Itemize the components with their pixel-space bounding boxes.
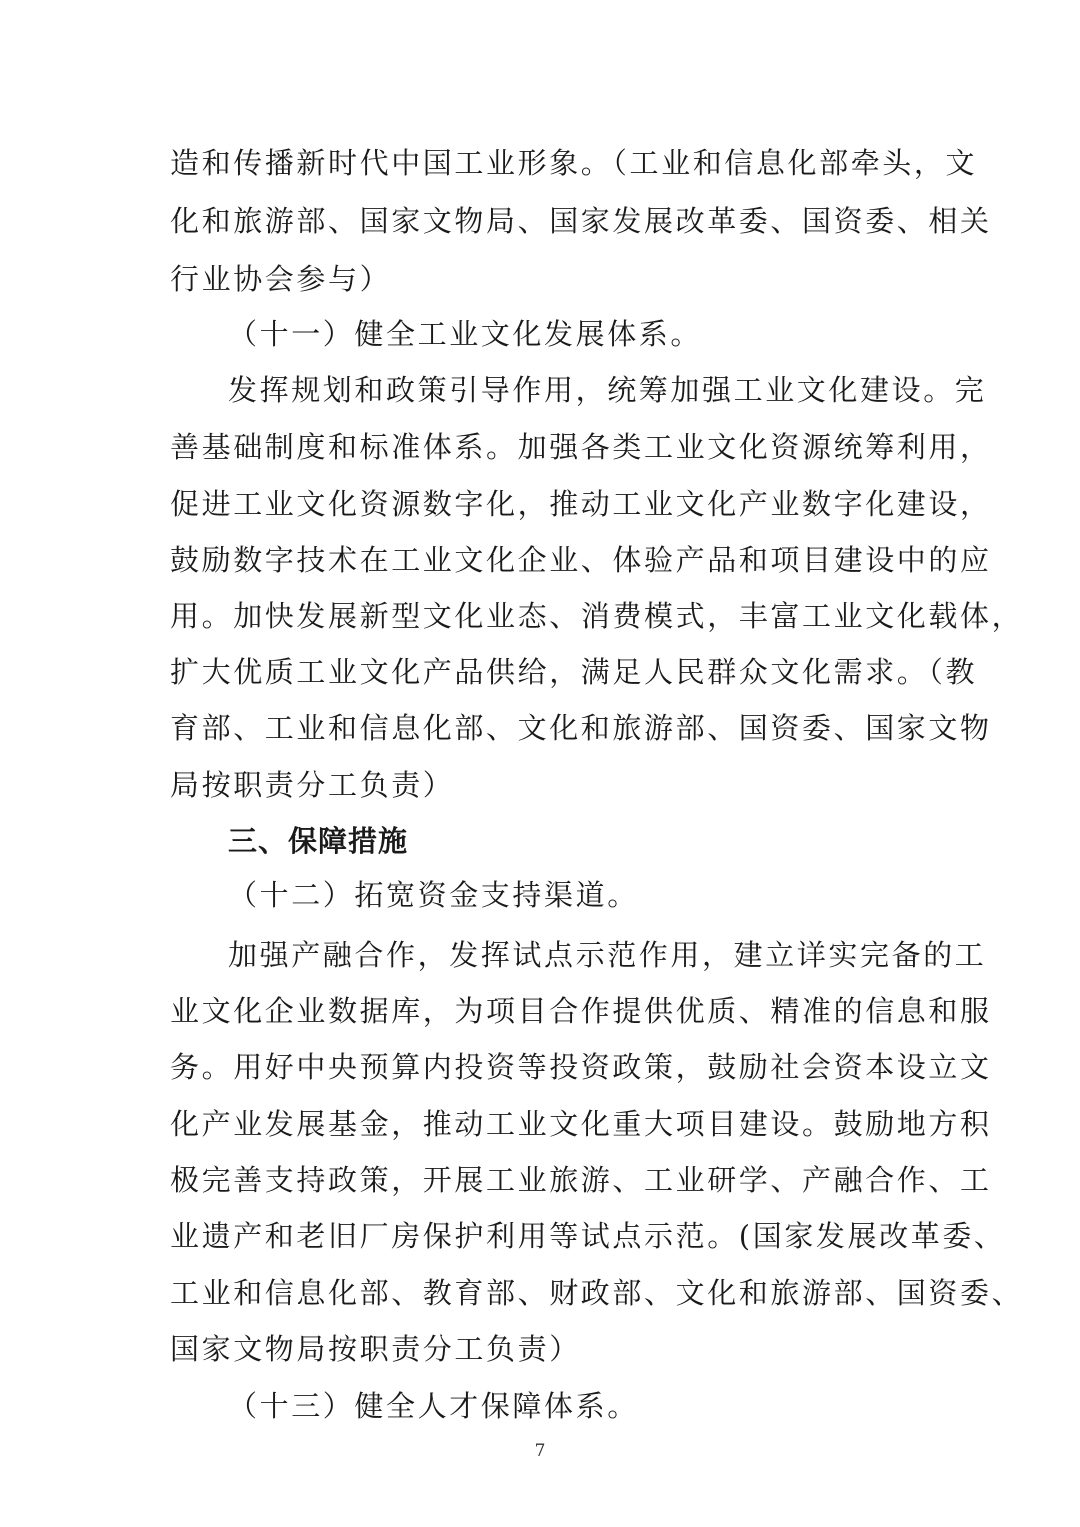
body-text-line: 业文化企业数据库，为项目合作提供优质、精准的信息和服 (170, 994, 992, 1028)
subsection-heading: （十三）健全人才保障体系。 (228, 1389, 639, 1423)
subsection-heading: （十一）健全工业文化发展体系。 (228, 317, 703, 351)
body-text-line: 务。用好中央预算内投资等投资政策，鼓励社会资本设立文 (170, 1050, 992, 1084)
body-text-line: 鼓励数字技术在工业文化企业、体验产品和项目建设中的应 (170, 543, 992, 577)
body-text-line: 扩大优质工业文化产品供给，满足人民群众文化需求。（教 (170, 655, 978, 689)
body-text-line: 发挥规划和政策引导作用，统筹加强工业文化建设。完 (228, 373, 987, 407)
body-text-line: 极完善支持政策，开展工业旅游、工业研学、产融合作、工 (170, 1163, 992, 1197)
section-heading: 三、保障措施 (228, 824, 409, 858)
body-text-line: 工业和信息化部、教育部、财政部、文化和旅游部、国资委、 (170, 1276, 1024, 1310)
body-text-line: 行业协会参与） (170, 262, 392, 296)
body-text-line: 化产业发展基金，推动工业文化重大项目建设。鼓励地方积 (170, 1107, 992, 1141)
body-text-line: 加强产融合作，发挥试点示范作用，建立详实完备的工 (228, 938, 987, 972)
body-text-line: 育部、工业和信息化部、文化和旅游部、国资委、国家文物 (170, 711, 992, 745)
body-text-line: 业遗产和老旧厂房保护利用等试点示范。(国家发展改革委、 (170, 1219, 1006, 1253)
body-text-line: 用。加快发展新型文化业态、消费模式，丰富工业文化载体， (170, 599, 1024, 633)
body-text-line: 善基础制度和标准体系。加强各类工业文化资源统筹利用， (170, 430, 992, 464)
body-text-line: 国家文物局按职责分工负责） (170, 1332, 581, 1366)
body-text-line: 促进工业文化资源数字化，推动工业文化产业数字化建设， (170, 487, 992, 521)
page-number: 7 (534, 1441, 546, 1461)
body-text-line: 局按职责分工负责） (170, 768, 455, 802)
subsection-heading: （十二）拓宽资金支持渠道。 (228, 878, 639, 912)
body-text-line: 化和旅游部、国家文物局、国家发展改革委、国资委、相关 (170, 204, 992, 238)
body-text-line: 造和传播新时代中国工业形象。（工业和信息化部牵头，文 (170, 146, 978, 180)
